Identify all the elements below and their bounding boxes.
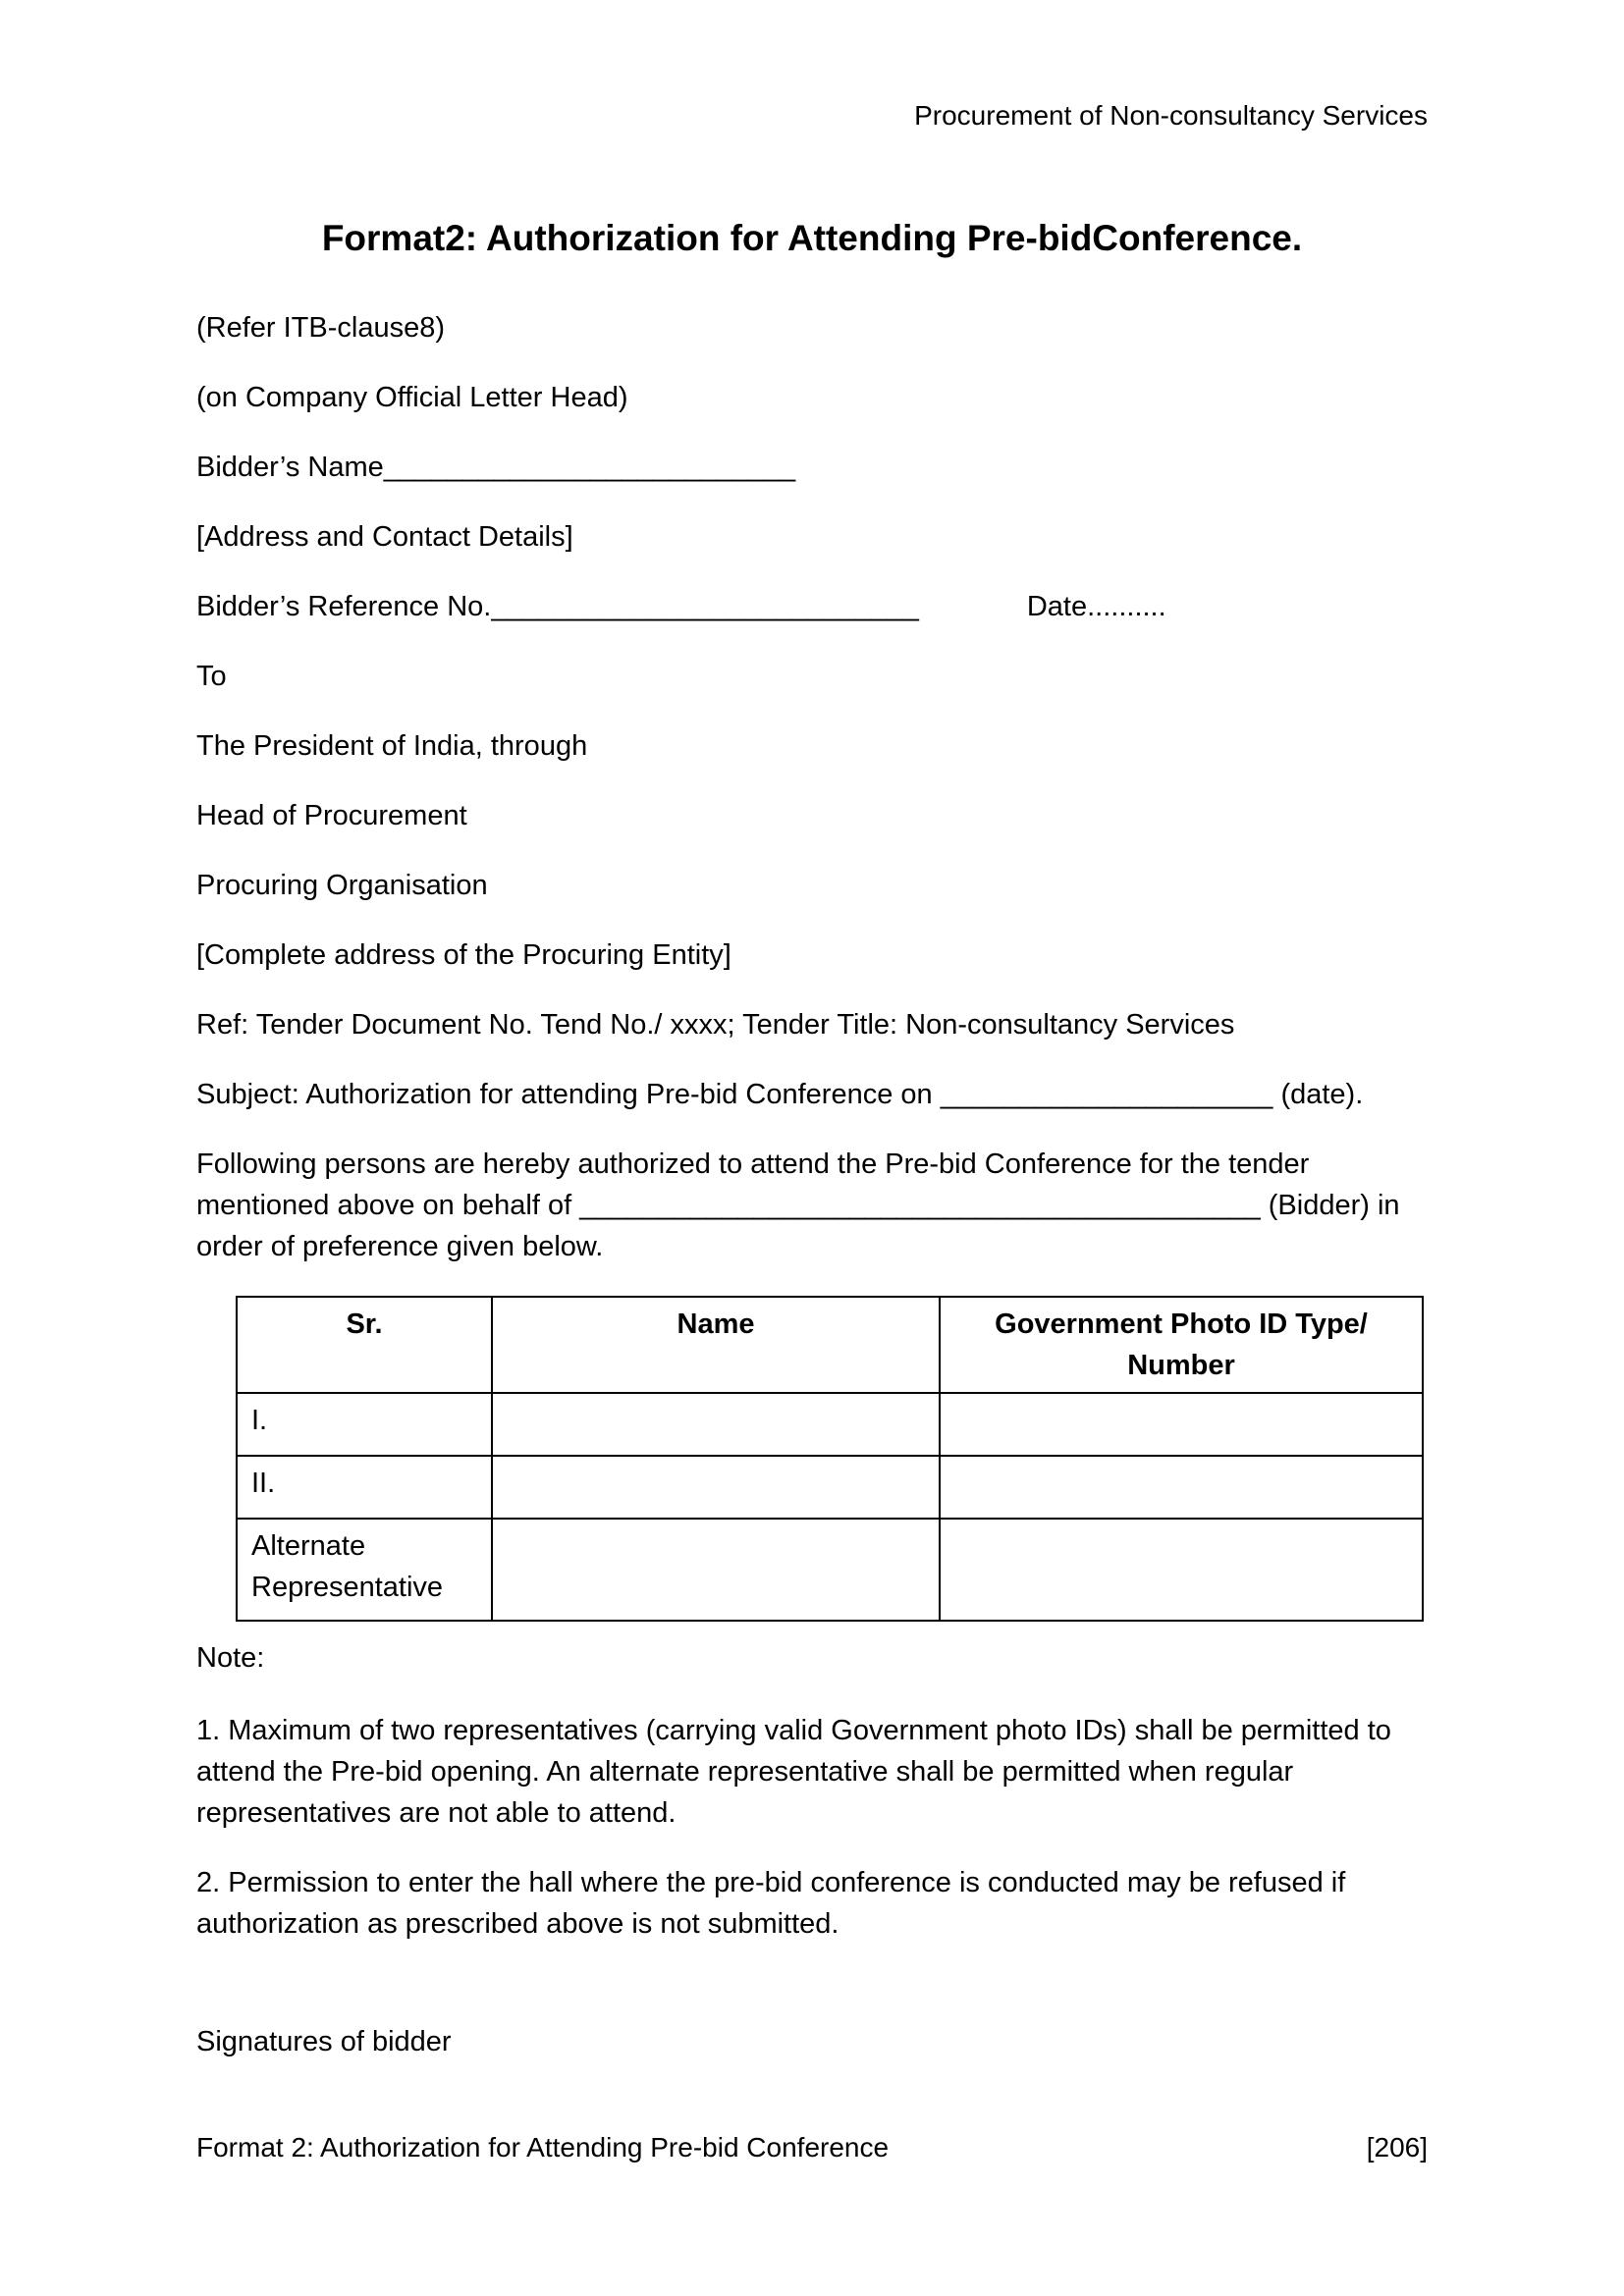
bidder-name-field: Bidder’s Name__________________________ <box>196 452 796 484</box>
procuring-entity-address-line: [Complete address of the Procuring Entity] <box>196 939 731 972</box>
reference-date-line <box>196 586 1428 627</box>
bidder-reference-field: Bidder’s Reference No.___________________________ <box>196 591 919 623</box>
subject-line: Subject: Authorization for attending Pre-bid Conference on _____________________ (date). <box>196 1079 1364 1111</box>
table-cell-name <box>492 1456 940 1519</box>
footer-page-number: [206] <box>1366 2132 1428 2163</box>
table-cell-sr: Alternate Representative <box>237 1519 492 1621</box>
representatives-table <box>236 1296 1424 1622</box>
to-line: To <box>196 661 227 693</box>
letterhead-line: (on Company Official Letter Head) <box>196 382 628 414</box>
address-contact-line: [Address and Contact Details] <box>196 521 573 554</box>
table-cell-sr: I. <box>237 1393 492 1456</box>
footer-title: Format 2: Authorization for Attending Pre-bid Conference <box>196 2132 890 2163</box>
table-row <box>237 1393 1423 1456</box>
table-header-row <box>237 1297 1423 1393</box>
head-of-procurement-line: Head of Procurement <box>196 800 467 832</box>
table-cell-name <box>492 1393 940 1456</box>
table-cell-sr: II. <box>237 1456 492 1519</box>
page-footer <box>196 2128 1428 2166</box>
refer-clause-line: (Refer ITB-clause8) <box>196 312 446 345</box>
table-header-photo-id: Government Photo ID Type/ Number <box>940 1297 1423 1393</box>
page-header: Procurement of Non-consultancy Services <box>914 100 1428 131</box>
table-header-sr: Sr. <box>237 1297 492 1393</box>
table-cell-name <box>492 1519 940 1621</box>
table-row <box>237 1456 1423 1519</box>
president-line: The President of India, through <box>196 730 588 763</box>
date-field: Date.......... <box>1026 591 1166 623</box>
tender-reference-line: Ref: Tender Document No. Tend No./ xxxx; Tender Title: Non-consultancy Services <box>196 1009 1235 1041</box>
table-header-name: Name <box>492 1297 940 1393</box>
note-label: Note: <box>196 1642 265 1675</box>
note-2: 2. Permission to enter the hall where the pre-bid conference is conducted may be refused if authorization as prescribed above is not submitted. <box>196 1867 1346 1941</box>
table-cell-photo-id <box>940 1393 1423 1456</box>
table-cell-photo-id <box>940 1519 1423 1621</box>
table-row <box>237 1519 1423 1621</box>
signatures-line: Signatures of bidder <box>196 2026 452 2058</box>
authorization-paragraph: Following persons are hereby authorized to attend the Pre-bid Conference for the tender mentioned above on behalf of ___________________________________________ (Bidder) in order of preference given below. <box>196 1148 1400 1263</box>
table-cell-photo-id <box>940 1456 1423 1519</box>
procuring-organisation-line: Procuring Organisation <box>196 870 488 902</box>
page-title: Format2: Authorization for Attending Pre-bidConference. <box>321 218 1303 259</box>
note-1: 1. Maximum of two representatives (carrying valid Government photo IDs) shall be permitted to attend the Pre-bid opening. An alternate representative shall be permitted when regular representatives are not able to attend. <box>196 1715 1391 1830</box>
